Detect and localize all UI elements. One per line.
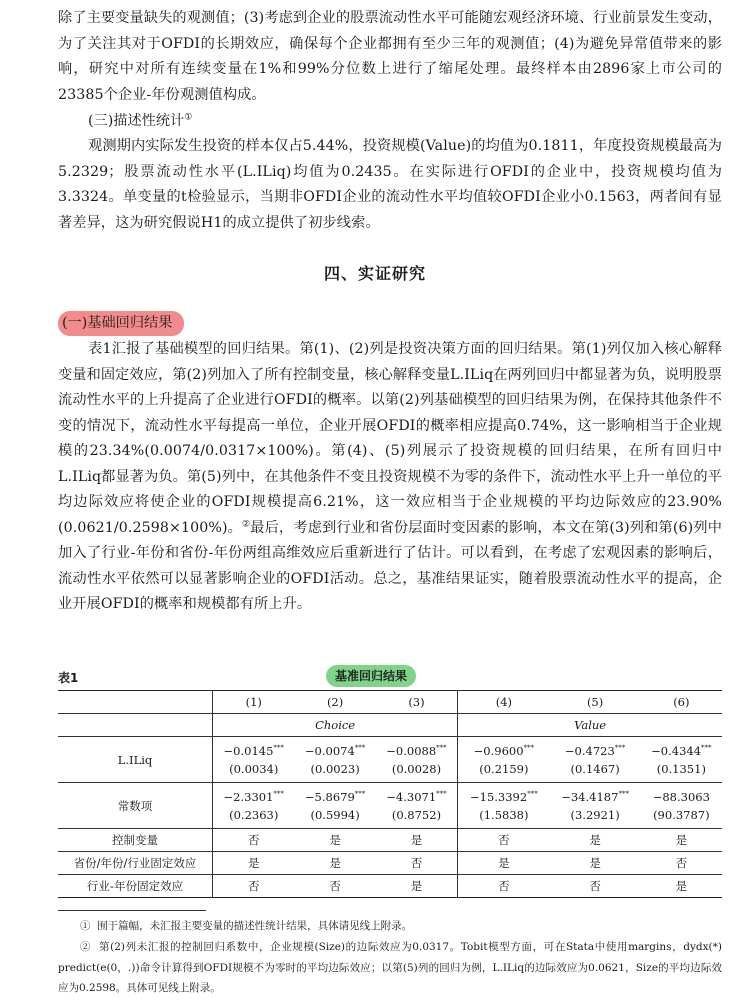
section-title: 四、实证研究: [323, 264, 426, 283]
footnote-2-text: 第(2)列未汇报的控制回归系数中，企业规模(Size)的边际效应为0.0317。Tobit模型方面，可在Stata中使用margins，dydx(*) predict(e(0，.))命令计算得到OFDI规模不为零时的平均边际效应；以第(5)列的回归为例，L.ILiq的边际效应为0.0621，Size的平均边际效应为0.2598。具体可见线上附录。: [58, 941, 722, 994]
cell-prov-year-6: 否: [641, 852, 722, 875]
table-row-liq: [58, 737, 722, 783]
subheading-baseline-results: (一)基础回归结果: [58, 311, 184, 336]
footnote-1: [58, 916, 722, 937]
cell-controls-3: 是: [376, 829, 458, 852]
cell-ind-year-5: 否: [550, 875, 641, 898]
col-header-4: (4): [458, 691, 550, 714]
cell-prov-year-5: 是: [550, 852, 641, 875]
row-label-prov-year: 省份/年份/行业固定效应: [58, 852, 213, 875]
cell-controls-5: 是: [550, 829, 641, 852]
subheading-text: (三)描述性统计: [88, 113, 185, 129]
footnote-divider: [58, 910, 206, 911]
row-label-liq: L.ILiq: [58, 737, 213, 783]
cell-liq-2: −0.0074*** (0.0023): [294, 737, 375, 783]
group-choice: Choice: [213, 714, 458, 737]
cell-ind-year-6: 是: [641, 875, 722, 898]
table-row-ind-year: [58, 875, 722, 898]
header-empty-cell: [58, 691, 213, 714]
footnote-1-mark: ①: [80, 920, 91, 932]
table-row-controls: [58, 829, 722, 852]
cell-const-2: −5.8679*** (0.5994): [294, 783, 375, 829]
table-label: 表1: [58, 671, 79, 685]
paragraph-baseline-body: 表1汇报了基础模型的回归结果。第(1)、(2)列是投资决策方面的回归结果。第(1)列仅加入核心解释变量和固定效应，第(2)列加入了所有控制变量，核心解释变量L.ILiq在两列回归中都显著为负，说明股票流动性水平的上升提高了企业进行OFDI的概率。以第(2)列基础模型的回归结果为例，在保持其他条件不变的情况下，流动性水平每提高一单位，企业开展OFDI的概率相应提高0.74%，这一影响相当于企业规模的23.34%(0.0074/0.0317×100%)。第(4)、(5)列展示了投资规模的回归结果，在所有回归中L.ILiq都显著为负。第(5)列中，在其他条件不变且投资规模不为零的条件下，流动性水平上升一单位的平均边际效应将使企业的OFDI规模提高6.21%，这一效应相当于企业规模的平均边际效应的23.90%(0.0621/0.2598×100%)。: [58, 341, 722, 536]
cell-ind-year-4: 否: [458, 875, 550, 898]
footnote-ref-1[interactable]: ①: [184, 112, 193, 123]
row-label-ind-year: 行业-年份固定效应: [58, 875, 213, 898]
cell-ind-year-1: 否: [213, 875, 295, 898]
footnote-1-text: 囿于篇幅，未汇报主要变量的描述性统计结果，具体请见线上附录。: [97, 920, 413, 932]
cell-liq-3: −0.0088*** (0.0028): [376, 737, 458, 783]
cell-prov-year-3: 否: [376, 852, 458, 875]
col-header-5: (5): [550, 691, 641, 714]
group-empty-cell: [58, 714, 213, 737]
paragraph-sample-selection: 除了主要变量缺失的观测值；(3)考虑到企业的股票流动性水平可能随宏观经济环境、行业前景发生变动，为了关注其对于OFDI的长期效应，确保每个企业都拥有至少三年的观测值；(4)为避免异常值带来的影响，研究中对所有连续变量在1%和99%分位数上进行了缩尾处理。最终样本由2896家上市公司的23385个企业-年份观测值构成。: [58, 10, 722, 103]
table-row-const: [58, 783, 722, 829]
footnote-2: [58, 937, 722, 999]
cell-liq-6: −0.4344*** (0.1351): [641, 737, 722, 783]
cell-controls-2: 是: [294, 829, 375, 852]
footnote-2-mark: ②: [80, 941, 92, 953]
row-label-const: 常数项: [58, 783, 213, 829]
table-header-row: [58, 691, 722, 714]
cell-controls-1: 否: [213, 829, 295, 852]
subheading-descriptive-stats: [88, 109, 192, 134]
cell-liq-4: −0.9600*** (0.2159): [458, 737, 550, 783]
cell-liq-5: −0.4723*** (0.1467): [550, 737, 641, 783]
cell-prov-year-1: 是: [213, 852, 295, 875]
cell-const-5: −34.4187*** (3.2921): [550, 783, 641, 829]
table-group-row: [58, 714, 722, 737]
cell-const-1: −2.3301*** (0.2363): [213, 783, 295, 829]
paragraph-baseline-tail: 最后，考虑到行业和省份层面时变因素的影响，本文在第(3)列和第(6)列中加入了行业-年份和省份-年份两组高维效应后重新进行了估计。可以看到，在考虑了宏观因素的影响后，流动性水平依然可以显著影响企业的OFDI活动。总之，基准结果证实，随着股票流动性水平的提高，企业开展OFDI的概率和规模都有所上升。: [58, 519, 723, 612]
table-row-prov-year: [58, 852, 722, 875]
cell-ind-year-2: 否: [294, 875, 375, 898]
table-title: 基准回归结果: [326, 665, 416, 687]
paragraph-descriptive-stats: 观测期内实际发生投资的样本仅占5.44%，投资规模(Value)的均值为0.1811，年度投资规模最高为5.2329；股票流动性水平(L.ILiq)均值为0.2435。在实际进行OFDI的企业中，投资规模均值为3.3324。单变量的t检验显示，当期非OFDI企业的流动性水平均值较OFDI企业小0.1563，两者间有显著差异，这为研究假说H1的成立提供了初步线索。: [58, 138, 722, 231]
cell-const-3: −4.3071*** (0.8752): [376, 783, 458, 829]
cell-const-4: −15.3392*** (1.5838): [458, 783, 550, 829]
row-label-controls: 控制变量: [58, 829, 213, 852]
cell-prov-year-2: 是: [294, 852, 375, 875]
cell-const-6: −88.3063 (90.3787): [641, 783, 722, 829]
cell-controls-4: 否: [458, 829, 550, 852]
paragraph-baseline-results: [58, 337, 722, 618]
col-header-1: (1): [213, 691, 295, 714]
col-header-3: (3): [376, 691, 458, 714]
cell-liq-1: −0.0145*** (0.0034): [213, 737, 295, 783]
cell-controls-6: 是: [641, 829, 722, 852]
group-value: Value: [458, 714, 722, 737]
cell-ind-year-3: 是: [376, 875, 458, 898]
regression-table: [58, 690, 722, 898]
cell-prov-year-4: 是: [458, 852, 550, 875]
col-header-6: (6): [641, 691, 722, 714]
footnote-ref-2[interactable]: ②: [242, 518, 251, 529]
col-header-2: (2): [294, 691, 375, 714]
